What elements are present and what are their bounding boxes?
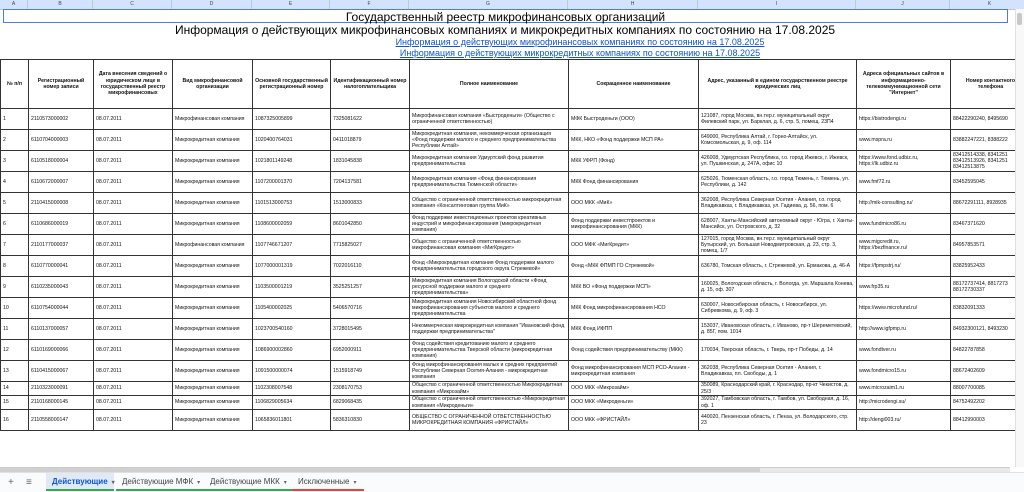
- table-cell[interactable]: http://www.igfpmp.ru: [857, 319, 951, 340]
- table-cell[interactable]: 7: [1, 235, 29, 256]
- table-cell[interactable]: 6110415000067: [29, 361, 94, 382]
- table-cell[interactable]: 84932300121, 8493230: [951, 319, 1024, 340]
- sheet-tab-label: Действующие МФК: [122, 477, 193, 486]
- table-cell[interactable]: Микрокредитная компания: [173, 172, 253, 193]
- column-header[interactable]: Адрес, указанный в едином государственном реестре юридических лиц: [699, 60, 857, 109]
- table-cell[interactable]: www.fmf72.ru: [857, 172, 951, 193]
- table-cell[interactable]: 1106829005634: [253, 396, 331, 410]
- table-cell[interactable]: Микрокредитная компания: [173, 382, 253, 396]
- table-row: [1, 235, 1024, 256]
- table-row: [1, 277, 1024, 298]
- table-cell[interactable]: 84752492202: [951, 396, 1024, 410]
- table-cell[interactable]: https://bistrodengi.ru: [857, 109, 951, 130]
- table-cell[interactable]: Фонд содействия кредитованию малого и среднего предпринимательства Тверской области (микрокредитная компания): [410, 340, 569, 361]
- table-cell[interactable]: 1105400002025: [253, 298, 331, 319]
- table-cell[interactable]: 08.07.2011: [94, 172, 173, 193]
- table-cell[interactable]: 83825952433: [951, 256, 1024, 277]
- table-cell[interactable]: www.fundmicro86.ru: [857, 214, 951, 235]
- table-cell[interactable]: http://mik-consulting.ru/: [857, 193, 951, 214]
- table-cell[interactable]: ООО МКК «Микроденьги»: [569, 396, 699, 410]
- table-row: [1, 382, 1024, 396]
- table-row: [1, 396, 1024, 410]
- table-cell[interactable]: 630007, Новосибирская область, г. Новосибирск, ул. Сибревкома, д. 9, оф. 3: [699, 298, 857, 319]
- table-cell[interactable]: 83882247221, 8388222: [951, 130, 1024, 151]
- table-cell[interactable]: 3: [1, 151, 29, 172]
- table-cell[interactable]: Микрокредитная компания: [173, 396, 253, 410]
- table-cell[interactable]: 08.07.2011: [94, 130, 173, 151]
- table-cell[interactable]: 1103500001219: [253, 277, 331, 298]
- sheet-tab-label: Действующие МКК: [210, 477, 280, 486]
- table-cell[interactable]: 5406570716: [331, 298, 410, 319]
- sheet-tab[interactable]: [204, 473, 292, 491]
- table-cell[interactable]: МКК Фонд микрофинансирования НСО: [569, 298, 699, 319]
- table-cell[interactable]: 1513000833: [331, 193, 410, 214]
- table-cell[interactable]: 6110770000041: [29, 256, 94, 277]
- table-cell[interactable]: 7022016110: [331, 256, 410, 277]
- table-cell[interactable]: 88672291111, 8928935: [951, 193, 1024, 214]
- table-cell[interactable]: МКК УФРП (Фонд): [569, 151, 699, 172]
- table-cell[interactable]: 08.07.2011: [94, 298, 173, 319]
- table-cell[interactable]: 350089, Краснодарский край, г. Краснодар, пр-кт Чекистов, д. 25/3: [699, 382, 857, 396]
- table-cell[interactable]: Микрокредитная компания Вологодской области «Фонд ресурсной поддержки малого и среднего предпринимательства»: [410, 277, 569, 298]
- table-cell[interactable]: Микрокредитная компания: [173, 361, 253, 382]
- table-cell[interactable]: 362038, Республика Северная Осетия - Алания, г. Владикавказ, пл. Свободы, д. 1: [699, 361, 857, 382]
- table-cell[interactable]: Микрокредитная компания: [173, 256, 253, 277]
- table-cell[interactable]: 170034, Тверская область, г. Тверь, пр-т Победы, д. 14: [699, 340, 857, 361]
- table-cell[interactable]: 1515918749: [331, 361, 410, 382]
- table-cell[interactable]: https://fpmpstrj.ru/: [857, 256, 951, 277]
- header-row: [1, 60, 1024, 109]
- table-cell[interactable]: 7204137581: [331, 172, 410, 193]
- table-row: [1, 410, 1024, 431]
- chevron-down-icon[interactable]: ▾: [284, 480, 287, 486]
- table-cell[interactable]: Фонд микрофинансирования МСП РСО-Алания - микрокредитная компания: [569, 361, 699, 382]
- table-cell[interactable]: 9: [1, 277, 29, 298]
- table-cell[interactable]: Микрокредитная компания Удмуртский фонд развития предпринимательства: [410, 151, 569, 172]
- table-cell[interactable]: 6110137000057: [29, 319, 94, 340]
- table-cell[interactable]: Фонд «МКК ФПМП ГО Стрежевой»: [569, 256, 699, 277]
- sheet-tab[interactable]: [292, 473, 364, 491]
- sheet-tab[interactable]: [46, 473, 114, 491]
- table-cell[interactable]: 5: [1, 193, 29, 214]
- table-cell[interactable]: 83467371620: [951, 214, 1024, 235]
- table-row: [1, 172, 1024, 193]
- vertical-scrollbar[interactable]: [1015, 9, 1024, 467]
- table-row: [1, 256, 1024, 277]
- table-cell[interactable]: ООО МКК «МиК»: [569, 193, 699, 214]
- column-header[interactable]: Основной государственный регистрационный номер: [253, 60, 331, 109]
- table-cell[interactable]: Микрокредитная компания: [173, 193, 253, 214]
- table-cell[interactable]: Микрокредитная компания: [173, 130, 253, 151]
- table-cell[interactable]: 13: [1, 361, 29, 382]
- table-cell[interactable]: 1087325005899: [253, 109, 331, 130]
- table-cell[interactable]: 426008, Удмуртская Республика, г.о. город Ижевск, г. Ижевск, ул. Пушкинская, д. 247А, офис 10: [699, 151, 857, 172]
- chevron-down-icon[interactable]: ▾: [353, 480, 356, 486]
- column-header[interactable]: № п/п: [1, 60, 29, 109]
- table-cell[interactable]: 2110168000145: [29, 396, 94, 410]
- table-cell[interactable]: 1077000001319: [253, 256, 331, 277]
- sheet-tabs-bar: [0, 472, 1024, 492]
- table-cell[interactable]: www.migcredit.ru, https://bezfinance.ru/: [857, 235, 951, 256]
- table-cell[interactable]: 11: [1, 319, 29, 340]
- column-header[interactable]: Идентификационный номер налогоплательщика: [331, 60, 410, 109]
- column-header[interactable]: Адреса официальных сайтов в информационно-телекоммуникационной сети "Интернет": [857, 60, 951, 109]
- column-header[interactable]: Регистрационный номер записи: [29, 60, 94, 109]
- table-cell[interactable]: 84957853571: [951, 235, 1024, 256]
- table-cell[interactable]: Фонд поддержки инвестпроектов и микрофинансирования (МКК): [569, 214, 699, 235]
- table-cell[interactable]: Общество с ограниченной ответственностью «Микрокредитная компания «Микроденьги»: [410, 396, 569, 410]
- table-cell[interactable]: 88007700085: [951, 382, 1024, 396]
- table-cell[interactable]: 6829068435: [331, 396, 410, 410]
- table-cell[interactable]: Микрокредитная компания «Фонд финансирования предпринимательства Тюменской области»: [410, 172, 569, 193]
- sheet-title[interactable]: Государственный реестр микрофинансовых организаций: [3, 9, 1008, 23]
- table-cell[interactable]: 1107200001370: [253, 172, 331, 193]
- table-cell[interactable]: 636780, Томская область, г. Стрежевой, ул. Ермакова, д. 46-А: [699, 256, 857, 277]
- column-letter[interactable]: I: [698, 0, 856, 9]
- table-cell[interactable]: МКК, НКО «Фонд поддержки МСП РА»: [569, 130, 699, 151]
- table-cell[interactable]: МКК Фонд ИФПП: [569, 319, 699, 340]
- table-cell[interactable]: МФК Быстроденьги (ООО): [569, 109, 699, 130]
- column-header[interactable]: Полное наименование: [410, 60, 569, 109]
- table-cell[interactable]: 4: [1, 172, 29, 193]
- table-cell[interactable]: 6110704000003: [29, 130, 94, 151]
- table-cell[interactable]: 1091500000074: [253, 361, 331, 382]
- column-header[interactable]: Номер контактного телефона: [951, 60, 1024, 109]
- table-cell[interactable]: 88672402609: [951, 361, 1024, 382]
- table-cell[interactable]: Микрофинансовая компания «Быстроденьги» (Общество с ограниченной ответственностью): [410, 109, 569, 130]
- table-cell[interactable]: 440020, Пензенская область, г. Пенза, ул. Володарского, стр. 23: [699, 410, 857, 431]
- column-header[interactable]: Сокращенное наименование: [569, 60, 699, 109]
- table-cell[interactable]: 08.07.2011: [94, 340, 173, 361]
- table-cell[interactable]: Микрокредитная компания: [173, 410, 253, 431]
- table-cell[interactable]: www.fondmicro15.ru: [857, 361, 951, 382]
- column-letter[interactable]: F: [330, 0, 409, 9]
- table-cell[interactable]: 08.07.2011: [94, 151, 173, 172]
- table-cell[interactable]: 153037, Ивановская область, г. Иваново, пр-т Шереметевский, д. 85Г, пом. 1014: [699, 319, 857, 340]
- table-cell[interactable]: 6952000911: [331, 340, 410, 361]
- table-cell[interactable]: Микрокредитная компания: [173, 298, 253, 319]
- chevron-down-icon[interactable]: ▾: [197, 480, 200, 486]
- table-cell[interactable]: 8601042850: [331, 214, 410, 235]
- table-cell[interactable]: 1020400764031: [253, 130, 331, 151]
- table-cell[interactable]: 3525251257: [331, 277, 410, 298]
- table-cell[interactable]: 08.07.2011: [94, 256, 173, 277]
- table-cell[interactable]: 160025, Вологодская область, г. Вологда, ул. Маршала Конева, д. 15, оф. 307: [699, 277, 857, 298]
- table-cell[interactable]: ООО МКК «ФРИСТАЙЛ»: [569, 410, 699, 431]
- table-cell[interactable]: 1065836011801: [253, 410, 331, 431]
- column-letter[interactable]: E: [252, 0, 330, 9]
- table-row: [1, 361, 1024, 382]
- table-cell[interactable]: http://dengi003.ru/: [857, 410, 951, 431]
- table-cell[interactable]: 6110235000043: [29, 277, 94, 298]
- table-cell[interactable]: 6110754000044: [29, 298, 94, 319]
- table-cell[interactable]: 83832091333: [951, 298, 1024, 319]
- table-cell[interactable]: 08.07.2011: [94, 382, 173, 396]
- table-cell[interactable]: 1101513000753: [253, 193, 331, 214]
- table-cell[interactable]: 15: [1, 396, 29, 410]
- table-cell[interactable]: 625026, Тюменская область, г.о. город Тюмень, г. Тюмень, ул. Республики, д. 142: [699, 172, 857, 193]
- table-cell[interactable]: 1086900002860: [253, 340, 331, 361]
- table-cell[interactable]: 84822787858: [951, 340, 1024, 361]
- table-cell[interactable]: Микрофинансовая компания: [173, 235, 253, 256]
- table-cell[interactable]: 1021801149248: [253, 151, 331, 172]
- table-cell[interactable]: 0411018879: [331, 130, 410, 151]
- table-cell[interactable]: 2110177000037: [29, 235, 94, 256]
- chevron-down-icon[interactable]: ▾: [112, 480, 115, 486]
- table-cell[interactable]: 1023700540160: [253, 319, 331, 340]
- column-letter[interactable]: H: [568, 0, 698, 9]
- table-cell[interactable]: https://www.microfund.ru/: [857, 298, 951, 319]
- table-cell[interactable]: 649000, Республика Алтай, г. Горно-Алтайск, ул. Комсомольская, д. 9, оф. 114: [699, 130, 857, 151]
- sheet-subtitle[interactable]: Информация о действующих микрофинансовых компаниях и микрокредитных компаниях по состоянию на 17.08.2025: [0, 23, 1010, 37]
- table-cell[interactable]: 83452595045: [951, 172, 1024, 193]
- table-cell[interactable]: ОБЩЕСТВО С ОГРАНИЧЕННОЙ ОТВЕТСТВЕННОСТЬЮ МИКРОКРЕДИТНАЯ КОМПАНИЯ «ФРИСТАЙЛ»: [410, 410, 569, 431]
- table-cell[interactable]: 08.07.2011: [94, 396, 173, 410]
- table-cell[interactable]: 6110518000004: [29, 151, 94, 172]
- table-cell[interactable]: 2110573000002: [29, 109, 94, 130]
- table-cell[interactable]: ООО МФК «МигКредит»: [569, 235, 699, 256]
- link-mfk[interactable]: Информация о действующих микрофинансовых компаниях по состоянию на 17.08.2025: [150, 37, 1010, 48]
- table-cell[interactable]: 12: [1, 340, 29, 361]
- table-cell[interactable]: Микрокредитная компания: [173, 319, 253, 340]
- add-sheet-icon[interactable]: +: [8, 477, 14, 488]
- table-cell[interactable]: 2110323000091: [29, 382, 94, 396]
- table-cell[interactable]: 3728015495: [331, 319, 410, 340]
- table-cell[interactable]: www.microzaim1.ru: [857, 382, 951, 396]
- table-cell[interactable]: 6110169000066: [29, 340, 94, 361]
- table-cell[interactable]: 08.07.2011: [94, 109, 173, 130]
- table-row: [1, 193, 1024, 214]
- sheet-tab-label: Действующие: [52, 477, 108, 486]
- table-cell[interactable]: 88172737414, 8817273 88172730337: [951, 277, 1024, 298]
- table-cell[interactable]: ООО МКК «Микрозайм»: [569, 382, 699, 396]
- table-cell[interactable]: Фонд содействия предпринимательству (МКК): [569, 340, 699, 361]
- column-letter[interactable]: D: [172, 0, 252, 9]
- column-letter[interactable]: G: [409, 0, 568, 9]
- registry-table: [0, 59, 1024, 431]
- table-row: [1, 298, 1024, 319]
- table-cell[interactable]: https://www.fond.udbiz.ru, https://lk.udbiz.ru: [857, 151, 951, 172]
- column-header[interactable]: Вид микрофинансовой организации: [173, 60, 253, 109]
- table-cell[interactable]: Микрокредитная компания: [173, 340, 253, 361]
- table-cell[interactable]: Микрокредитная компания: [173, 214, 253, 235]
- column-letter[interactable]: J: [856, 0, 950, 9]
- table-cell[interactable]: 628007, Ханты-Мансийский автономный округ - Югра, г. Ханты-Мансийск, ул. Островского, д. 32: [699, 214, 857, 235]
- table-cell[interactable]: 08.07.2011: [94, 235, 173, 256]
- table-cell[interactable]: 6: [1, 214, 29, 235]
- table-cell[interactable]: 7325081622: [331, 109, 410, 130]
- all-sheets-menu-icon[interactable]: ≡: [26, 477, 32, 488]
- table-row: [1, 340, 1024, 361]
- table-cell[interactable]: 6110686000019: [29, 214, 94, 235]
- table-cell[interactable]: 362008, Республика Северная Осетия - Алания, г.о. город Владикавказ, г. Владикавказ, ул. Гадиева, д. 56, пом. 6: [699, 193, 857, 214]
- table-cell[interactable]: Микрокредитная компания: [173, 151, 253, 172]
- column-header[interactable]: Дата внесения сведений о юридическом лице в государственный реестр микрофинансовых: [94, 60, 173, 109]
- table-cell[interactable]: МКК Фонд финансирования: [569, 172, 699, 193]
- scroll-thumb[interactable]: [1017, 13, 1022, 25]
- table-cell[interactable]: 1102308007548: [253, 382, 331, 396]
- table-cell[interactable]: 08.07.2011: [94, 361, 173, 382]
- table-cell[interactable]: 88412990003: [951, 410, 1024, 431]
- table-cell[interactable]: 88422290240, 8495690: [951, 109, 1024, 130]
- table-cell[interactable]: 1108600002059: [253, 214, 331, 235]
- table-cell[interactable]: Общество с ограниченной ответственностью микрофинансовая компания «МигКредит»: [410, 235, 569, 256]
- table-cell[interactable]: www.frp35.ru: [857, 277, 951, 298]
- table-cell[interactable]: 2: [1, 130, 29, 151]
- table-cell[interactable]: Некоммерческая микрокредитная компания "Ивановский фонд поддержки предпринимательства": [410, 319, 569, 340]
- table-cell[interactable]: 8: [1, 256, 29, 277]
- column-letter[interactable]: C: [93, 0, 172, 9]
- table-cell[interactable]: 14: [1, 382, 29, 396]
- table-cell[interactable]: 6110672000007: [29, 172, 94, 193]
- table-cell[interactable]: 121087, город Москва, вн.тер.г. муниципальный округ Филевский парк, ул. Барклая, д. 6, стр. 5, помещ. 23П4: [699, 109, 857, 130]
- table-cell[interactable]: www.fondtver.ru: [857, 340, 951, 361]
- column-letter[interactable]: A: [0, 0, 28, 9]
- table-cell[interactable]: 2110558000147: [29, 410, 94, 431]
- link-mkk[interactable]: Информация о действующих микрокредитных компаниях по состоянию на 17.08.2025: [150, 48, 1010, 59]
- table-cell[interactable]: 08.07.2011: [94, 193, 173, 214]
- table-cell[interactable]: 1: [1, 109, 29, 130]
- table-cell[interactable]: Микрокредитная компания, некоммерческая организация «Фонд поддержки малого и среднего предпринимательства Республики Алтай»: [410, 130, 569, 151]
- table-cell[interactable]: 2110415000008: [29, 193, 94, 214]
- table-cell[interactable]: Общество с ограниченной ответственностью Микрокредитная компания «Микрозайм»: [410, 382, 569, 396]
- table-cell[interactable]: 392027, Тамбовская область, г. Тамбов, ул. Свободная, д. 16, оф. 1: [699, 396, 857, 410]
- table-cell[interactable]: МКК ВО «Фонд поддержки МСП»: [569, 277, 699, 298]
- table-cell[interactable]: http://microdengi.su/: [857, 396, 951, 410]
- table-cell[interactable]: 1831045838: [331, 151, 410, 172]
- sheet-tab[interactable]: [116, 473, 204, 491]
- table-cell[interactable]: Микрокредитная компания Новосибирский областной фонд микрофинансирования субъектов малого и среднего предпринимательства: [410, 298, 569, 319]
- table-cell[interactable]: Микрофинансовая компания: [173, 109, 253, 130]
- table-row: [1, 151, 1024, 172]
- table-cell[interactable]: 10: [1, 298, 29, 319]
- table-cell[interactable]: 5836310830: [331, 410, 410, 431]
- table-cell[interactable]: 1107746671207: [253, 235, 331, 256]
- table-cell[interactable]: Фонд поддержки инвестиционных проектов креативных индустрий и микрофинансирования (микрокредитная компания): [410, 214, 569, 235]
- table-cell[interactable]: 16: [1, 410, 29, 431]
- column-letter[interactable]: K: [950, 0, 1024, 9]
- table-cell[interactable]: 7715825027: [331, 235, 410, 256]
- table-cell[interactable]: Общество с ограниченной ответственностью микрокредитная компания «Консалтинговая группа МиК»: [410, 193, 569, 214]
- table-row: [1, 319, 1024, 340]
- table-row: [1, 130, 1024, 151]
- table-cell[interactable]: Фонд микрофинансирования малых и средних предприятий Республики Северная Осетия-Алания - микрокредитная компания: [410, 361, 569, 382]
- column-letter[interactable]: B: [28, 0, 93, 9]
- table-row: [1, 214, 1024, 235]
- table-cell[interactable]: 83412514338, 8341251 83412513926, 8341251 83412513875: [951, 151, 1024, 172]
- table-cell[interactable]: 08.07.2011: [94, 319, 173, 340]
- table-cell[interactable]: www.mspra.ru: [857, 130, 951, 151]
- table-cell[interactable]: 08.07.2011: [94, 410, 173, 431]
- table-cell[interactable]: 08.07.2011: [94, 214, 173, 235]
- table-cell[interactable]: 08.07.2011: [94, 277, 173, 298]
- table-cell[interactable]: 2308170753: [331, 382, 410, 396]
- sheet-tab-label: Исключенные: [298, 477, 349, 486]
- table-cell[interactable]: 127015, город Москва, вн.тер.г. муниципальный округ Бутырский, ул. Большая Новодмитровская, д. 23, стр. 3, помещ. 1/7: [699, 235, 857, 256]
- table-row: [1, 109, 1024, 130]
- table-cell[interactable]: Микрокредитная компания: [173, 277, 253, 298]
- table-cell[interactable]: Фонд «Микрокредитная компания Фонд поддержки малого предпринимательства городского округа Стрежевой»: [410, 256, 569, 277]
